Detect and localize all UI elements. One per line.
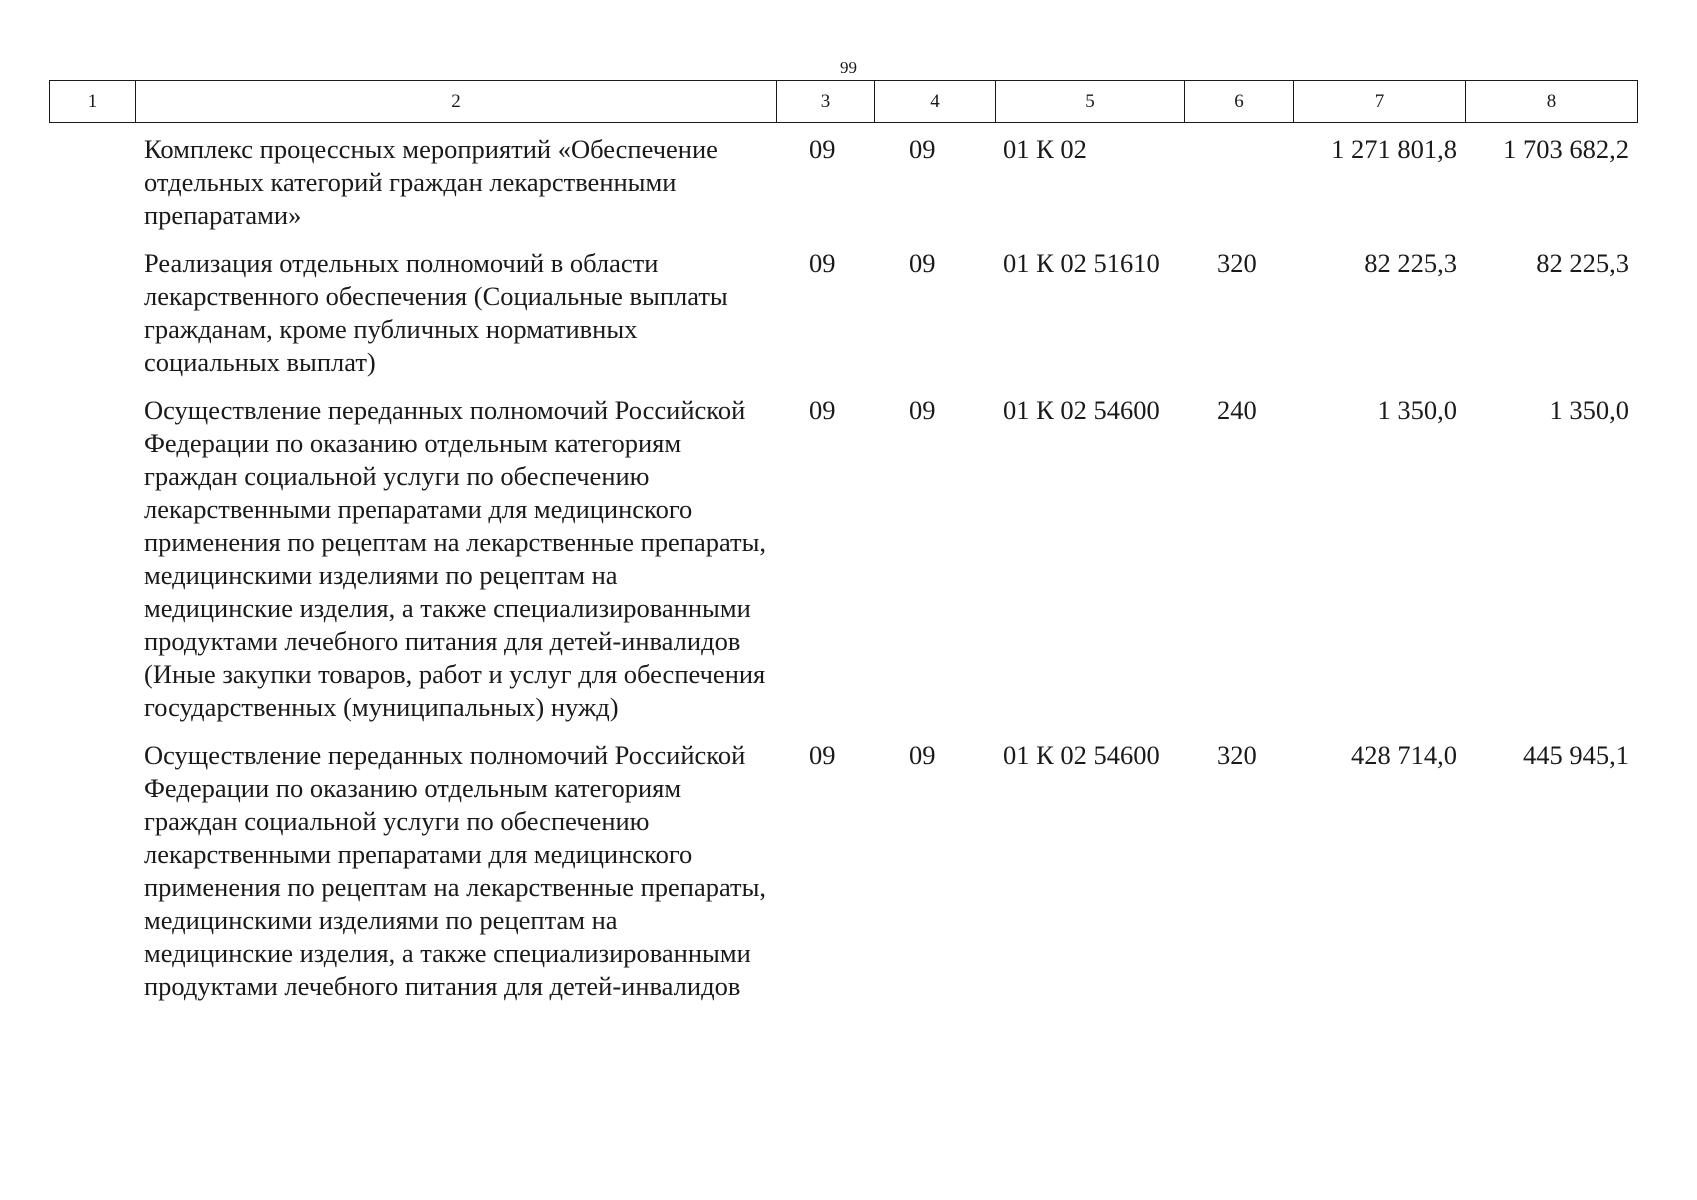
row-target-article: 01 К 02	[1003, 134, 1087, 164]
row-section-code: 09	[809, 134, 836, 164]
row-expense-type: 320	[1217, 248, 1257, 278]
row-amount-col8: 445 945,1	[1523, 740, 1629, 770]
row-description: Осуществление переданных полномочий Российской Федерации по оказанию отдельным категориям граждан социальной услуги по обеспечению лекарственными препаратами для медицинского применения по рецептам на лекарственные препараты, медицинскими изделиями по рецептам на медицинские изделия, а также специализированными продуктами лечебного питания для детей-инвалидов	[144, 740, 767, 1001]
row-subsection-code: 09	[909, 134, 936, 164]
column-header-8: 8	[1466, 81, 1638, 123]
page-number: 99	[840, 58, 857, 77]
row-expense-type	[1184, 133, 1293, 232]
row-amount-col8: 1 350,0	[1549, 395, 1629, 425]
row-subsection-code: 09	[909, 395, 936, 425]
row-expense-type: 320	[1217, 740, 1257, 770]
row-expense-type: 240	[1217, 395, 1257, 425]
row-amount-col7: 1 350,0	[1377, 395, 1457, 425]
table-row	[49, 133, 1637, 232]
row-amount-col7: 1 271 801,8	[1331, 134, 1457, 164]
row-target-article: 01 К 02 54600	[1003, 395, 1160, 425]
row-subsection-code: 09	[909, 740, 936, 770]
column-header-7: 7	[1294, 81, 1466, 123]
row-col1	[49, 133, 135, 232]
row-amount-col8: 1 703 682,2	[1503, 134, 1629, 164]
table-row	[49, 739, 1637, 1003]
row-amount-col8: 82 225,3	[1536, 248, 1629, 278]
column-header-6: 6	[1185, 81, 1294, 123]
row-col1	[49, 394, 135, 724]
table-row	[49, 247, 1637, 379]
row-amount-col7: 82 225,3	[1364, 248, 1457, 278]
row-description: Осуществление переданных полномочий Российской Федерации по оказанию отдельным категориям граждан социальной услуги по обеспечению лекарственными препаратами для медицинского применения по рецептам на лекарственные препараты, медицинскими изделиями по рецептам на медицинские изделия, а также специализированными продуктами лечебного питания для детей-инвалидов (Иные закупки товаров, работ и услуг для обеспечения государственных (муниципальных) нужд)	[144, 395, 767, 722]
table-body	[49, 133, 1637, 1003]
table-row	[49, 394, 1637, 724]
row-section-code: 09	[809, 740, 836, 770]
row-target-article: 01 К 02 54600	[1003, 740, 1160, 770]
column-header-4: 4	[875, 81, 996, 123]
row-description: Комплекс процессных мероприятий «Обеспечение отдельных категорий граждан лекарственными препаратами»	[144, 134, 718, 230]
row-amount-col7: 428 714,0	[1351, 740, 1457, 770]
row-target-article: 01 К 02 51610	[1003, 248, 1160, 278]
column-header-5: 5	[996, 81, 1185, 123]
row-section-code: 09	[809, 248, 836, 278]
row-description: Реализация отдельных полномочий в области лекарственного обеспечения (Социальные выплаты гражданам, кроме публичных нормативных социальных выплат)	[144, 248, 728, 377]
column-number-row	[50, 81, 1638, 123]
row-subsection-code: 09	[909, 248, 936, 278]
column-header-3: 3	[777, 81, 875, 123]
column-header-table	[49, 80, 1638, 123]
row-col1	[49, 739, 135, 1003]
row-section-code: 09	[809, 395, 836, 425]
column-header-1: 1	[50, 81, 136, 123]
row-col1	[49, 247, 135, 379]
column-header-2: 2	[136, 81, 777, 123]
